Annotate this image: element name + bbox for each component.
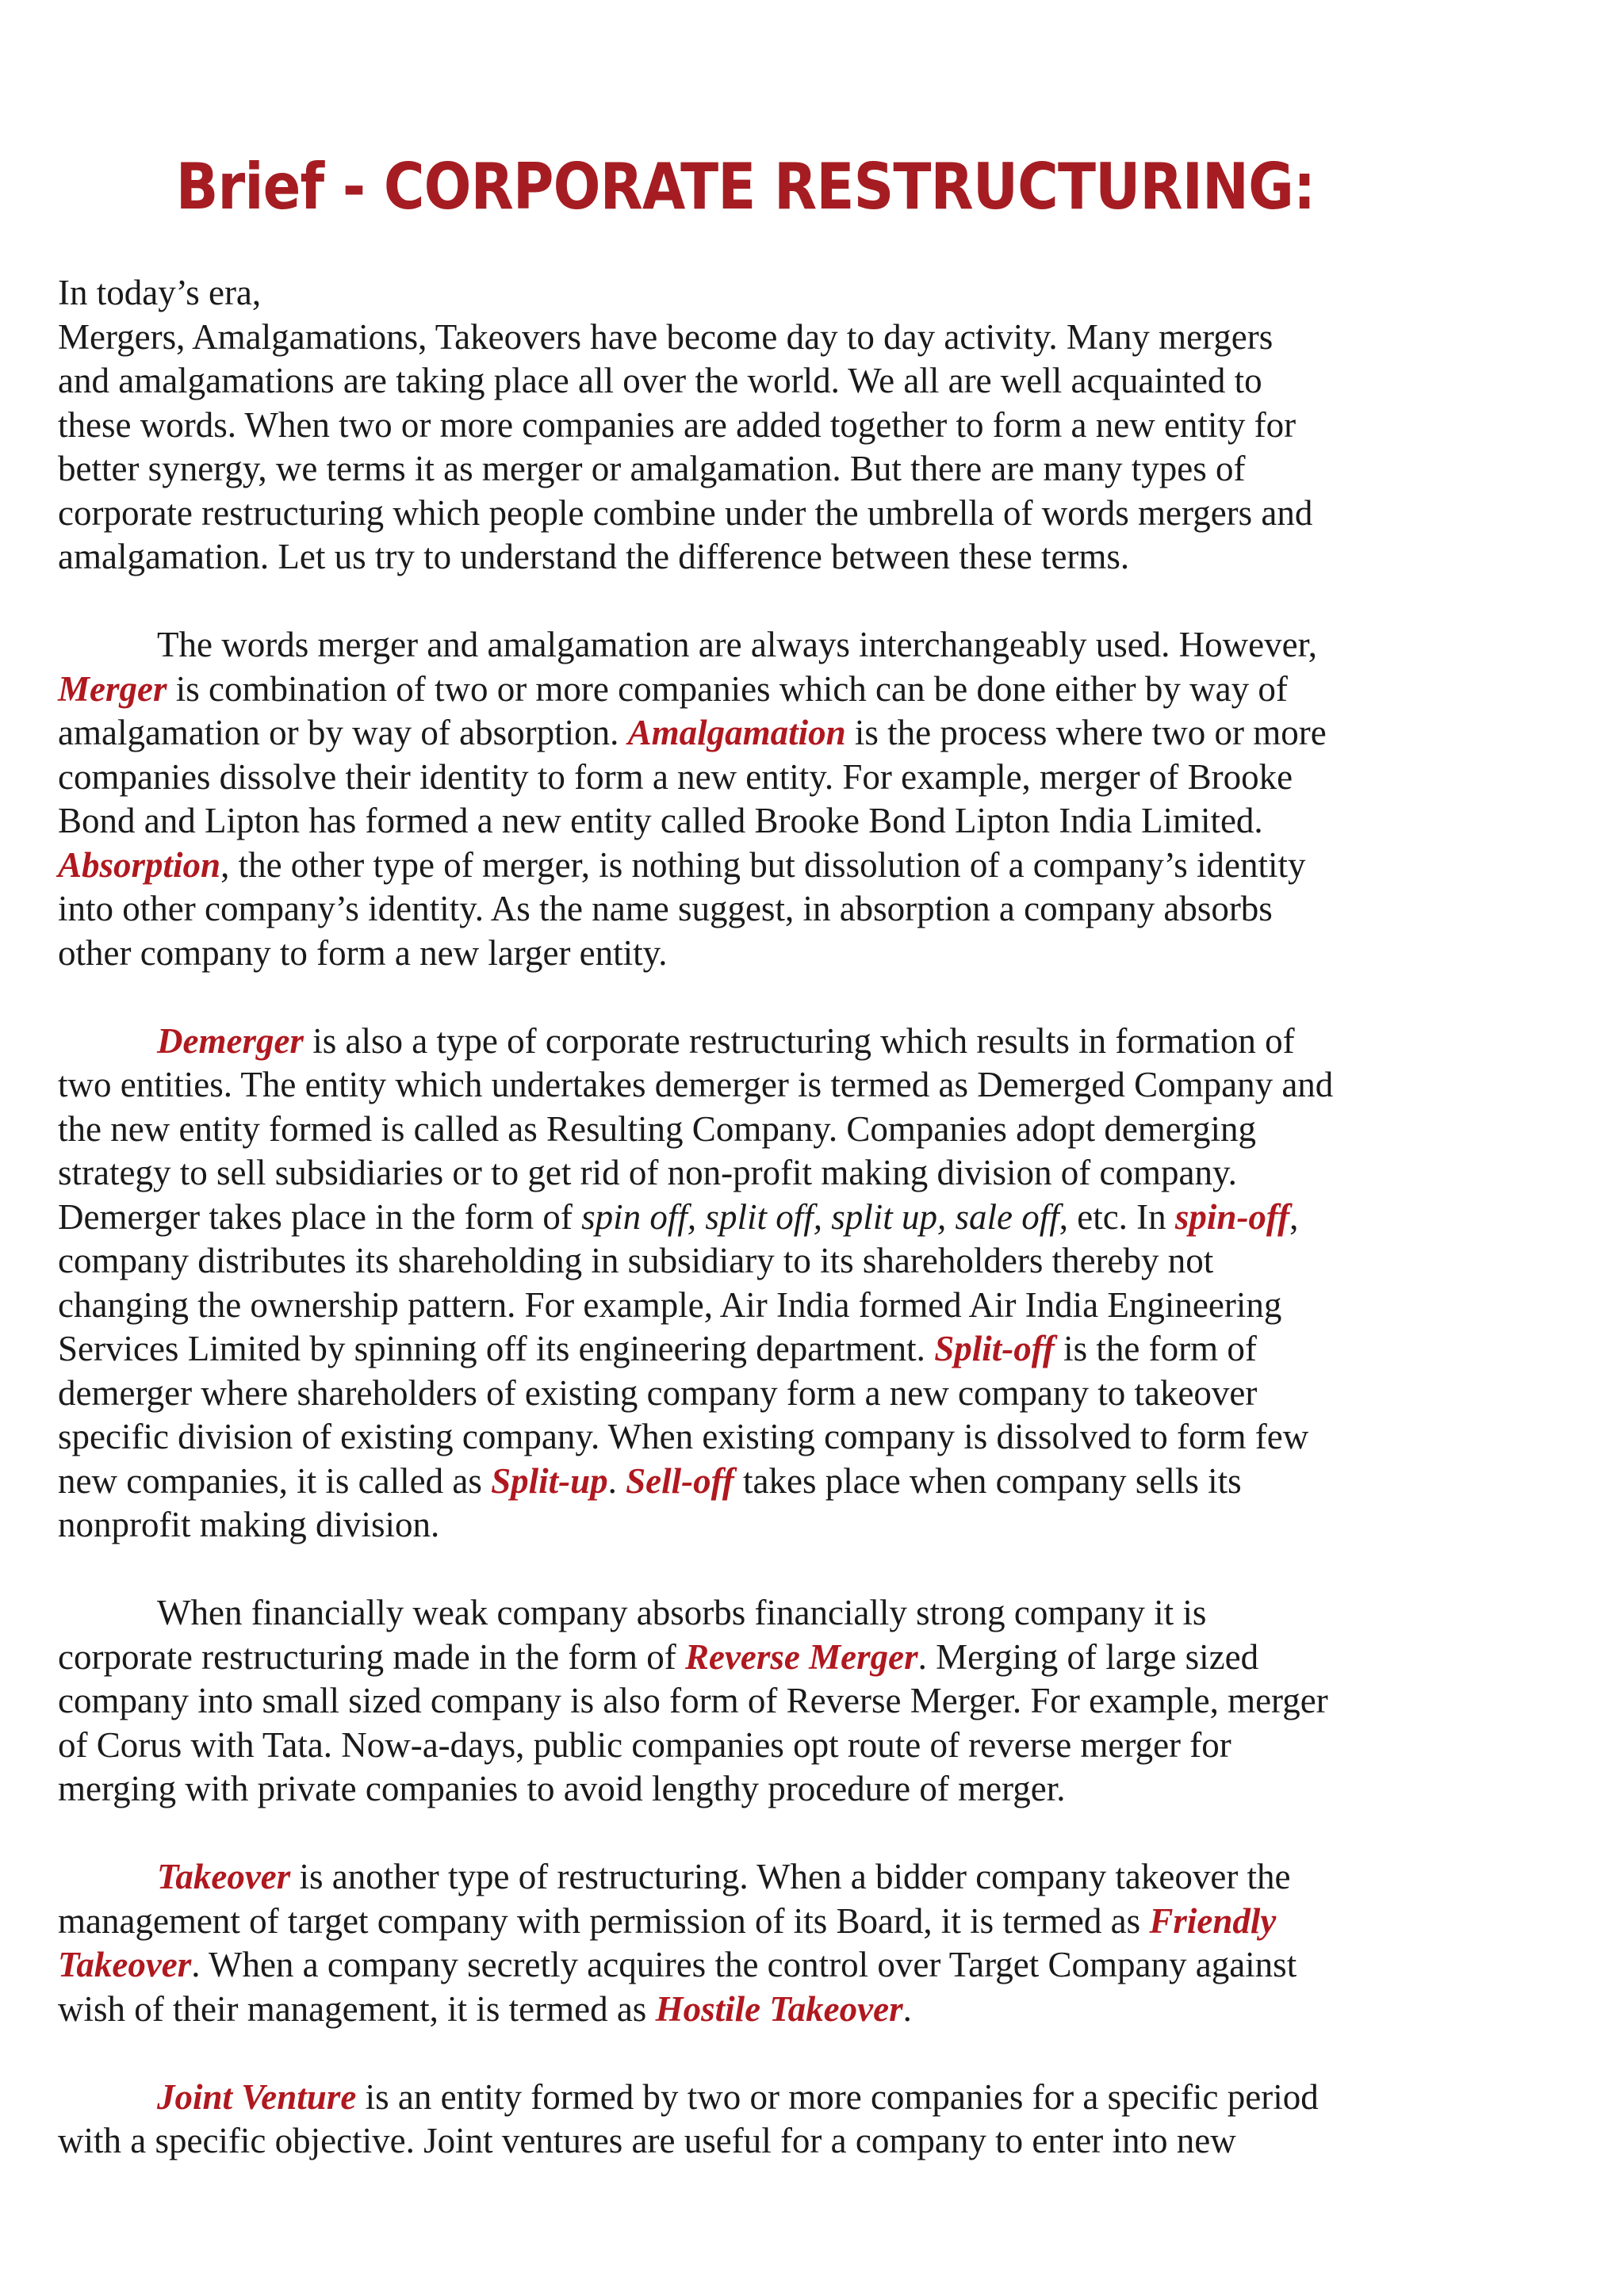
- text-line: [58, 1988, 1501, 2032]
- keyword-spin-off: spin-off: [1174, 1196, 1290, 1237]
- text-line: [58, 1855, 1501, 1900]
- text-line: better synergy, we terms it as merger or amalgamation. But there are many types of: [58, 449, 1246, 488]
- text-run: is the form of: [1054, 1329, 1257, 1368]
- text-line: and amalgamations are taking place all over the world. We all are well acquainted to: [58, 361, 1262, 400]
- text-line: corporate restructuring which people combine under the umbrella of words mergers and: [58, 492, 1313, 533]
- text-line: the new entity formed is called as Resulting Company. Companies adopt demerging: [58, 1108, 1256, 1149]
- text-line: of Corus with Tata. Now-a-days, public companies opt route of reverse merger for: [58, 1724, 1231, 1765]
- paragraph-intro: [58, 271, 1501, 580]
- italic-run: spin off, split off, split up, sale off: [581, 1196, 1059, 1237]
- text-line: When financially weak company absorbs financially strong company it is: [157, 1593, 1207, 1632]
- text-line: [58, 844, 1501, 888]
- text-line: with a specific objective. Joint ventures are useful for a company to enter into new: [58, 2121, 1236, 2160]
- keyword-takeover: Takeover: [157, 1857, 291, 1896]
- keyword-sell-off: Sell-off: [626, 1460, 734, 1501]
- paragraph-reverse-merger: [58, 1591, 1501, 1812]
- text-run: is also a type of corporate restructuring which results in formation of: [303, 1020, 1295, 1061]
- text-line: other company to form a new larger entity.: [58, 932, 668, 973]
- text-line: company distributes its shareholding in subsidiary to its shareholders thereby not: [58, 1241, 1214, 1280]
- keyword-absorption: Absorption: [58, 844, 221, 885]
- text-line: amalgamation. Let us try to understand the difference between these terms.: [58, 537, 1130, 576]
- text-run: , the other type of merger, is nothing but dissolution of a company’s identity: [220, 844, 1306, 885]
- keyword-hostile-takeover: Hostile Takeover: [655, 1988, 903, 2029]
- text-line: [58, 1900, 1501, 1944]
- paragraph-joint-venture: [58, 2076, 1501, 2164]
- keyword-merger: Merger: [58, 668, 167, 709]
- text-run: is the process where two or more: [845, 713, 1327, 752]
- text-line: [58, 2076, 1501, 2120]
- paragraph-takeover: [58, 1855, 1501, 2031]
- page-title: Brief - CORPORATE RESTRUCTURING:: [175, 150, 1316, 224]
- text-line: specific division of existing company. When existing company is dissolved to form few: [58, 1417, 1309, 1456]
- keyword-demerger: Demerger: [157, 1020, 304, 1061]
- text-run: . When a company secretly acquires the control over Target Company against: [191, 1945, 1297, 1984]
- text-run: management of target company with permission of its Board, it is termed as: [58, 1900, 1150, 1941]
- keyword-friendly: Friendly: [1149, 1900, 1277, 1941]
- text-line: The words merger and amalgamation are always interchangeably used. However,: [157, 625, 1318, 664]
- text-run: .: [902, 1988, 912, 2029]
- text-run: Services Limited by spinning off its engineering department.: [58, 1329, 935, 1368]
- text-line: [58, 1943, 1501, 1988]
- keyword-split-up: Split-up: [491, 1460, 608, 1501]
- keyword-joint-venture: Joint Venture: [157, 2076, 357, 2117]
- document-body: [58, 271, 1501, 2164]
- text-line: [58, 1460, 1501, 1504]
- keyword-reverse-merger: Reverse Merger: [684, 1636, 918, 1677]
- text-run: wish of their management, it is termed as: [58, 1988, 656, 2029]
- text-run: amalgamation or by way of absorption.: [58, 713, 628, 752]
- text-run: is another type of restructuring. When a bidder company takeover the: [290, 1857, 1291, 1896]
- text-line: company into small sized company is also form of Reverse Merger. For example, merger: [58, 1681, 1328, 1720]
- paragraph-demerger: [58, 1020, 1501, 1548]
- text-line: demerger where shareholders of existing company form a new company to takeover: [58, 1372, 1258, 1413]
- text-line: nonprofit making division.: [58, 1505, 440, 1544]
- text-line: [58, 668, 1501, 712]
- keyword-split-off: Split-off: [934, 1329, 1055, 1368]
- text-line: Bond and Lipton has formed a new entity called Brooke Bond Lipton India Limited.: [58, 801, 1263, 840]
- text-line: [58, 711, 1501, 756]
- text-run: .: [607, 1460, 626, 1501]
- text-run: corporate restructuring made in the form of: [58, 1636, 685, 1677]
- text-run: is an entity formed by two or more companies for a specific period: [356, 2076, 1319, 2117]
- text-line: [58, 1020, 1501, 1064]
- text-line: companies dissolve their identity to form a new entity. For example, merger of Brooke: [58, 756, 1293, 797]
- text-line: Mergers, Amalgamations, Takeovers have become day to day activity. Many mergers: [58, 316, 1274, 357]
- text-line: changing the ownership pattern. For example, Air India formed Air India Engineering: [58, 1284, 1282, 1325]
- text-run: , etc. In: [1059, 1196, 1175, 1237]
- text-run: ,: [1289, 1196, 1299, 1237]
- text-run: takes place when company sells its: [733, 1460, 1242, 1501]
- text-line: these words. When two or more companies are added together to form a new entity for: [58, 404, 1297, 445]
- paragraph-merger: [58, 623, 1501, 975]
- text-run: . Merging of large sized: [917, 1636, 1259, 1677]
- text-run: Demerger takes place in the form of: [58, 1196, 582, 1237]
- keyword-amalgamation: Amalgamation: [627, 713, 846, 752]
- text-run: is combination of two or more companies which can be done either by way of: [167, 668, 1288, 709]
- text-line: [58, 1196, 1501, 1240]
- keyword-friendly-takeover: Takeover: [58, 1945, 192, 1984]
- text-line: In today’s era,: [58, 273, 262, 312]
- text-line: strategy to sell subsidiaries or to get rid of non-profit making division of company.: [58, 1153, 1237, 1192]
- text-line: into other company’s identity. As the name suggest, in absorption a company absorbs: [58, 889, 1273, 928]
- text-line: [58, 1636, 1501, 1680]
- text-line: merging with private companies to avoid lengthy procedure of merger.: [58, 1769, 1066, 1808]
- text-run: new companies, it is called as: [58, 1460, 492, 1501]
- text-line: two entities. The entity which undertakes demerger is termed as Demerged Company and: [58, 1065, 1334, 1104]
- text-line: [58, 1327, 1501, 1372]
